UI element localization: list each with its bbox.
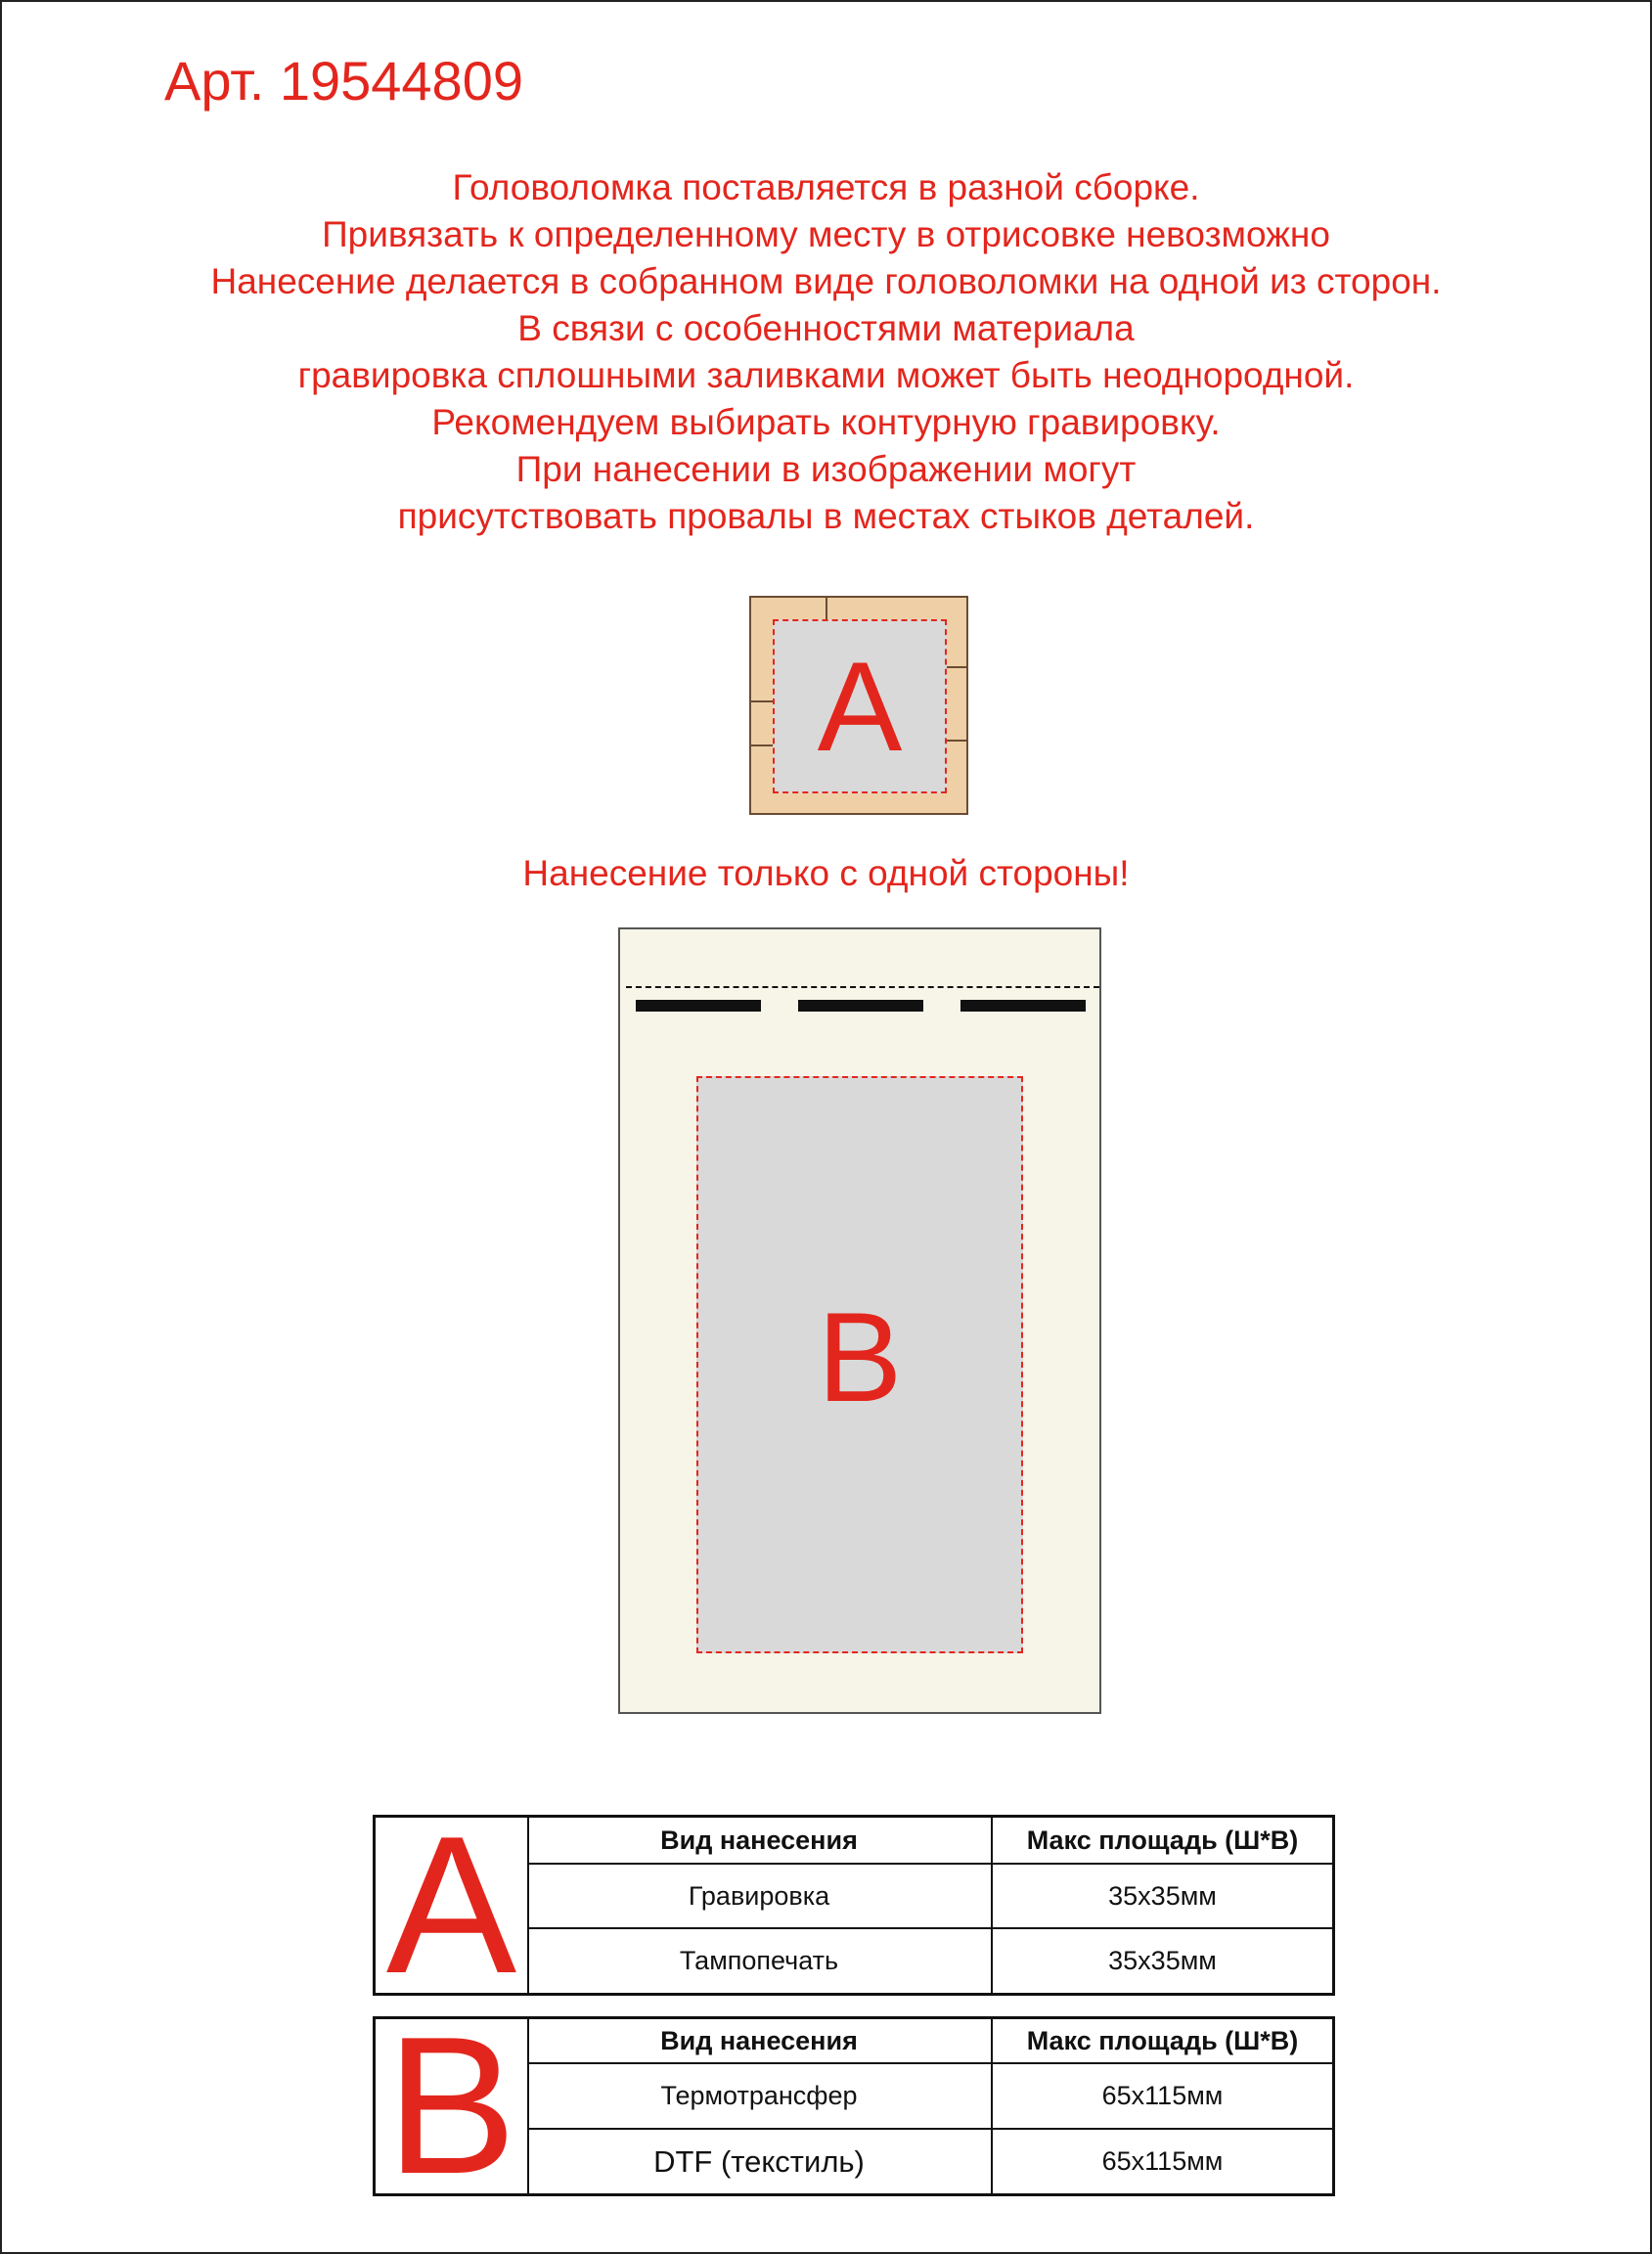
table-row — [527, 1929, 1332, 1993]
table-header — [527, 1818, 1332, 1865]
area-cell: 35х35мм — [1108, 1880, 1217, 1911]
one-side-note: Нанесение только с одной стороны! — [522, 853, 1130, 893]
hang-slot — [960, 1000, 1086, 1012]
header-max-area: Макс площадь (Ш*В) — [1026, 2025, 1299, 2055]
table-row — [527, 2064, 1332, 2130]
header-method: Вид нанесения — [660, 2025, 858, 2055]
notice-line: Головоломка поставляется в разной сборке. — [452, 167, 1200, 207]
notice-line: Нанесение делается в собранном виде головоломки на одной из сторон. — [210, 261, 1442, 301]
table-b-letter: B — [376, 2019, 529, 2193]
zone-b-label: B — [817, 1285, 903, 1428]
notice-line: гравировка сплошными заливками может быть неоднородной. — [297, 355, 1355, 395]
method-table-a — [373, 1795, 1335, 2014]
notice-line: При нанесении в изображении могут — [515, 449, 1137, 489]
article-number: Арт. 19544809 — [164, 50, 523, 112]
notice-block — [0, 164, 1652, 540]
table-header — [527, 2019, 1332, 2064]
table-a-letter: A — [376, 1818, 529, 1993]
header-method: Вид нанесения — [660, 1825, 858, 1855]
puzzle-seam — [947, 740, 968, 742]
area-cell: 65х115мм — [1101, 2146, 1224, 2176]
method-cell: Термотрансфер — [660, 2081, 858, 2110]
hang-slot — [798, 1000, 923, 1012]
notice-line: Рекомендуем выбирать контурную гравировку. — [431, 402, 1221, 442]
table-row — [527, 1865, 1332, 1929]
method-cell: Гравировка — [688, 1880, 830, 1911]
puzzle-top-view — [749, 596, 968, 815]
puzzle-seam — [826, 598, 827, 619]
notice-line: В связи с особенностями материала — [517, 308, 1135, 348]
packaging-card — [618, 927, 1101, 1714]
header-max-area: Макс площадь (Ш*В) — [1026, 1825, 1299, 1855]
method-table-b — [373, 1997, 1335, 2215]
zone-a-label: A — [817, 635, 903, 778]
print-zone-b — [696, 1076, 1023, 1653]
notice-line: Привязать к определенному месту в отрисовке невозможно — [322, 214, 1330, 254]
fold-line — [626, 986, 1099, 988]
area-cell: 65х115мм — [1101, 2081, 1224, 2110]
method-cell: Тампопечать — [679, 1946, 839, 1975]
puzzle-seam — [947, 666, 968, 668]
table-row — [527, 2130, 1332, 2193]
puzzle-seam — [751, 744, 773, 746]
method-cell: DTF (текстиль) — [653, 2143, 865, 2179]
hang-slot — [636, 1000, 761, 1012]
print-zone-a — [773, 619, 947, 793]
notice-line: присутствовать провалы в местах стыков деталей. — [397, 496, 1255, 536]
puzzle-seam — [751, 700, 773, 702]
area-cell: 35х35мм — [1108, 1946, 1217, 1975]
